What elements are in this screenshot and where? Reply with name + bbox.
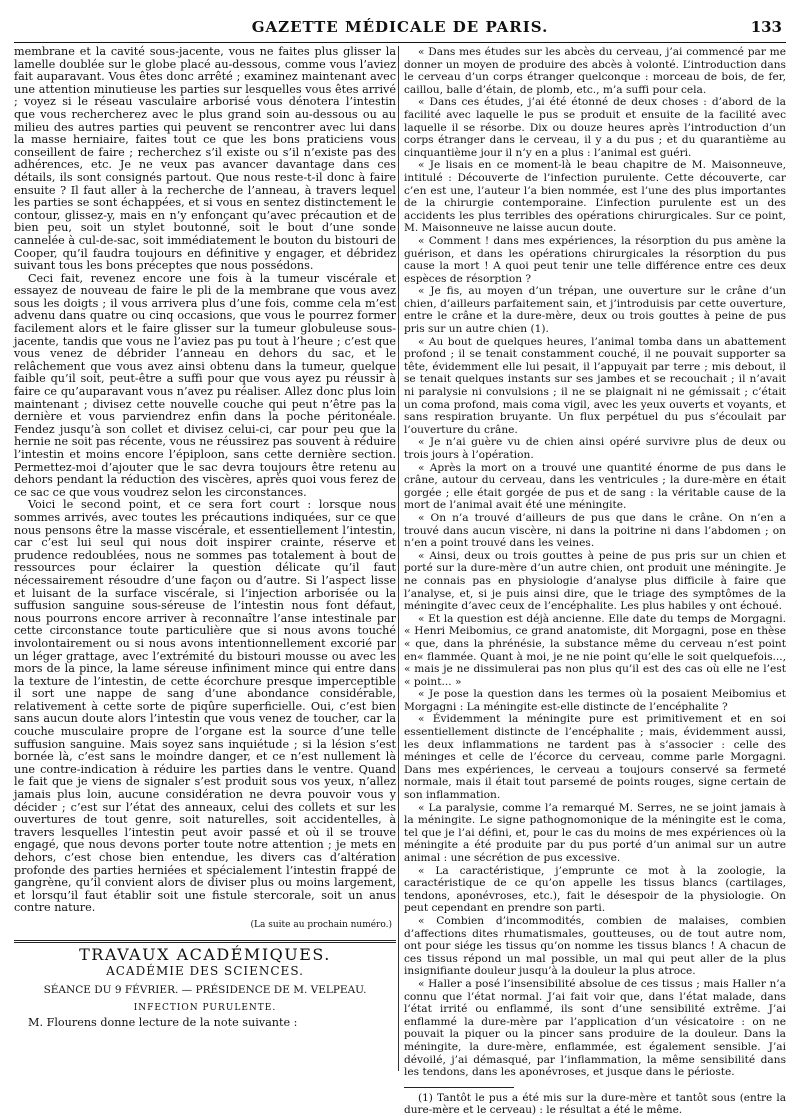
right-paragraph: « Après la mort on a trouvé une quantité énorme de pus dans le crâne, autour du cerveau, dans les ventricules ; la dure-mère en était gorgée ; elle était gorgée de pus et de sang : la véritable cause de la mort de l’animal avait été une méningite. xyxy=(404,461,786,512)
right-paragraph: « La paralysie, comme l’a remarqué M. Serres, ne se joint jamais à la méningite. Le signe pathognomonique de la méningite est le coma, tel que je l’ai défini, et, pour le cas du moins de mes expériences où la méningite a été produite par du pus porté d’un animal sur un autre animal : une sécrétion de pus excessive. xyxy=(404,801,786,864)
left-column xyxy=(14,46,396,1073)
right-paragraph: « Évidemment la méningite pure est primitivement et en soi essentiellement distincte de l’encéphalite ; mais, évidemment aussi, les deux inflammations ne tardent pas à s’associer : celle des méninges et celle de l’écorce du cerveau, comme parle Morgagni. Dans mes expériences, le cerveau a toujours conservé sa fermeté normale, mais il était tout parsemé de points rouges, signe certain de son inflammation. xyxy=(404,713,786,802)
academy-intro: M. Flourens donne lecture de la note suivante : xyxy=(28,1015,298,1029)
continuation-note: (La suite au prochain numéro.) xyxy=(250,919,392,930)
right-paragraph: « La caractéristique, j’emprunte ce mot à la zoologie, la caractéristique de ce qu’on appelle les tissus blancs (cartilages, tendons, aponévroses, etc.), fait le désespoir de la physiologie. On peut cependant en prendre son parti. xyxy=(404,864,786,915)
left-paragraph: Voici le second point, et ce sera fort court : lorsque nous sommes arrivés, avec toutes les précautions indiquées, sur ce que nous pensons être la masse viscérale, et essentiellement l’intestin, car c’est lui seul qui nous doit inspirer crainte, réserve et prudence redoublées, nous ne sommes pas totalement à bout de ressources pour éclairer la question délicate qu’il faut nécessairement résoudre d’une façon ou d’autre. Si l’aspect lisse et luisant de la surface viscérale, si l’injection arborisée ou la suffusion sanguine sous-séreuse de l’intestin nous font défaut, nous pourrons encore arriver à reconnaître l’anse intestinale par cette circonstance toute particulière que si nous avons touché involontairement ou si nous avons intentionnellement excorié par un léger grattage, avec l’extrémité du bistouri mousse ou avec les mors de la pince, la lame séreuse infiniment mince qui entre dans la texture de l’intestin, de cette écorchure presque imperceptible il sort une nappe de sang d’une abondance considérable, relativement à cette sorte de piqûre superficielle. Oui, c’est bien sans aucun doute alors l’intestin que vous venez de toucher, car la couche musculaire propre de l’organe est la source d’une telle suffusion sanguine. Mais soyez sans inquiétude ; si la lésion s’est bornée là, c’est sans le moindre danger, et ce n’est nullement là une contre-indication à réduire les parties dans le ventre. Quand le fait que je viens de signaler s’est produit sous vos yeux, n’allez jamais plus loin, aucune considération ne devra pouvoir vous y décider ; c’est sur l’état des anneaux, celui des collets et sur les ouvertures de tout genre, soit naturelles, soit accidentelles, à travers lesquelles l’intestin peut avoir passé et où il se trouve engagé, que nous devons porter toute notre attention ; je mets en dehors, c’est chose bien entendue, les divers cas d’altération profonde des parties herniées et spécialement l’intestin frappé de gangrène, qu’il convient alors de diviser plus ou moins largement, et lorsqu’il faut établir soit une fistule stercorale, soit un anus contre nature. xyxy=(14,498,396,915)
right-paragraph: « Je fis, au moyen d’un trépan, une ouverture sur le crâne d’un chien, d’ailleurs parfaitement sain, et j’introduisis par cette ouverture, entre le crâne et la dure-mère, deux ou trois gouttes à peine de pus pris sur un autre chien (1). xyxy=(404,285,786,336)
right-paragraph: « Je lisais en ce moment-là le beau chapitre de M. Maisonneuve, intitulé : Découverte de l’infection purulente. Cette découverte, car c’en est une, l’auteur l’a bien nommée, est l’une des plus importantes de la chirurgie contemporaine. L’infection purulente est un des accidents les plus terribles des opérations chirurgicales. Sur ce point, M. Maisonneuve ne laisse aucun doute. xyxy=(404,159,786,235)
right-paragraph: « Je pose la question dans les termes où la posaient Meibomius et Morgagni : La méningite est-elle distincte de l’encéphalite ? xyxy=(404,688,786,713)
right-paragraph: « Et la question est déjà ancienne. Elle date du temps de Morgagni. « Henri Meibomius, ce grand anatomiste, dit Morgagni, pose en thèse « que, dans la phrénésie, la substance même du cerveau n’est point en« flammée. Quant à moi, je ne nie point qu’elle le soit quelquefois..., « mais je ne dissimulerai pas non plus qu’il est des cas où elle ne l’est « point... » xyxy=(404,612,786,688)
column-divider xyxy=(398,46,399,1071)
right-paragraph: « Je n’ai guère vu de chien ainsi opéré survivre plus de deux ou trois jours à l’opération. xyxy=(404,436,786,461)
right-paragraph: « Combien d’incommodités, combien de malaises, combien d’affections dites rhumatismales, goutteuses, ou de tout autre nom, ont pour siége les tissus qu’on nomme les tissus blancs ! A chacun de ces tissus répond un mal possible, un mal qui peut aller de la plus insignifiante douleur jusqu’à la douleur la plus atroce. xyxy=(404,914,786,978)
left-paragraph: membrane et la cavité sous-jacente, vous ne faites plus glisser la lamelle doublée sur le globe placé au-dessous, comme vous l’aviez fait auparavant. Vous êtes donc arrêté ; examinez maintenant avec une attention minutieuse les parties sur lesquelles vous êtes arrivé ; voyez si le réseau vasculaire arborisé vous dénotera l’intestin que vous rechercherez avec le plus grand soin au-dessous ou au milieu des autres parties qui peuvent se rencontrer avec lui dans la masse herniaire, faites tout ce que les bons praticiens vous conseillent de faire ; recherchez s’il existe ou s’il n’existe pas des adhérences, etc. Je ne veux pas avancer davantage dans ces détails, ils sont consignés partout. Que nous reste-t-il donc à faire ensuite ? Il faut aller à la recherche de l’anneau, à travers lequel les parties se sont échappées, et si vous en sentez distinctement le contour, glissez-y, mais en n’y enfonçant qu’avec précaution et de bien peu, soit un stylet boutonné, soit le bout d’une sonde cannelée à cul-de-sac, soit immédiatement le bouton du bistouri de Cooper, qu’il faudra toujours en définitive y engager, et débridez suivant tous les bons préceptes que nous possédons. xyxy=(14,45,396,273)
page-number: 133 xyxy=(750,18,782,36)
section-separator xyxy=(14,940,396,943)
right-paragraph: « Au bout de quelques heures, l’animal tomba dans un abattement profond ; il se tenait constamment couché, il ne pouvait supporter sa tête, évidemment elle lui pesait, il l’appuyait par terre ; mis debout, il se tenait quelques instants sur ses jambes et se recouchait ; il n’avait ni paralysie ni convulsions ; il ne se plaignait ni ne gémissait ; c’était un coma profond, mais coma vigil, avec les yeux ouverts et voyants, et sans respiration bruyante. Un flux perpétuel du pus s’écoulait par l’ouverture du crâne. xyxy=(404,335,786,436)
session-line: SÉANCE DU 9 FÉVRIER. — PRÉSIDENCE DE M. VELPEAU. xyxy=(43,983,367,996)
right-paragraph: « Dans mes études sur les abcès du cerveau, j’ai commencé par me donner un moyen de produire des abcès à volonté. L’introduction dans le cerveau d’un corps étranger quelconque : morceau de bois, de fer, caillou, balle d’étain, de plomb, etc., m’a suffi pour cela. xyxy=(404,46,786,96)
page-header xyxy=(14,14,786,43)
right-paragraph: « Haller a posé l’insensibilité absolue de ces tissus ; mais Haller n’a connu que l’état normal. J’ai fait voir que, dans l’état malade, dans l’état irrité ou enflammé, ils sont d’une sensibilité extrême. J’ai enflammé la dure-mère par l’application d’un vésicatoire : on ne pouvait la piquer ou la pincer sans produire de la douleur. Dans la méningite, la dure-mère, enflammée, est également sensible. J’ai dévoilé, j’ai démasqué, par l’inflammation, la même sensibilité dans les tendons, dans les aponévroses, et jusque dans le périoste. xyxy=(404,977,786,1079)
right-paragraph: « Comment ! dans mes expériences, la résorption du pus amène la guérison, et dans les opérations chirurgicales la résorption du pus cause la mort ! A quoi peut tenir une telle différence entre ces deux espèces de résorption ? xyxy=(404,234,786,285)
section-subtitle: ACADÉMIE DES SCIENCES. xyxy=(106,964,304,979)
footnote-rule xyxy=(404,1087,514,1088)
left-paragraph: Ceci fait, revenez encore une fois à la tumeur viscérale et essayez de nouveau de faire le pli de la membrane que vous avez sous les doigts ; il vous arrivera plus d’une fois, comme cela m’est advenu dans quatre ou cinq occasions, que vous le pourrez former facilement alors et le faire glisser sur la tumeur globuleuse sous-jacente, tandis que vous ne l’aviez pas pu tout à l’heure ; c’est que vous venez de débrider l’anneau en dehors du sac, et le relâchement que vous avez ainsi obtenu dans la tumeur, quelque faible qu’il soit, peut-être a suffi pour que vous ayez pu réussir à faire ce qu’auparavant vous n’avez pu réaliser. Allez donc plus loin maintenant ; divisez cette nouvelle couche qui peut n’être pas la dernière et vous parviendrez enfin dans la poche péritonéale. Fendez jusqu’à son collet et divisez celui-ci, car pour peu que la hernie ne soit pas récente, vous ne réussirez pas souvent à réduire l’intestin et moins encore l’épiploon, sans cette dernière section. Permettez-moi d’ajouter que le sac devra toujours être retenu au dehors pendant la réduction des viscères, après quoi vous ferez de ce sac ce que vous voudrez selon les circonstances. xyxy=(14,271,396,499)
right-paragraph: « Dans ces études, j’ai été étonné de deux choses : d’abord de la facilité avec laquelle le pus se produit et ensuite de la facilité avec laquelle il se résorbe. Dix ou douze heures après l’introduction d’un corps étranger dans le cerveau, il y a du pus ; et du quarantième au cinquantième jour il n’y en a plus : l’animal est guéri. xyxy=(404,96,786,159)
right-paragraph: « On n’a trouvé d’ailleurs de pus que dans le crâne. On n’en a trouvé dans aucun viscère, ni dans la poitrine ni dans l’abdomen ; on n’en a point trouvé dans les veines. xyxy=(404,511,786,550)
right-column xyxy=(404,46,786,1116)
footnote: (1) Tantôt le pus a été mis sur la dure-mère et tantôt sous (entre la dure-mère et le cerveau) : le résultat a été le même. xyxy=(404,1091,786,1116)
section-title: TRAVAUX ACADÉMIQUES. xyxy=(79,944,331,964)
right-paragraph: « Ainsi, deux ou trois gouttes à peine de pus pris sur un chien et porté sur la dure-mère d’un autre chien, ont produit une méningite. Je ne connais pas en physiologie d’analyse plus difficile à faire que l’analyse, et, si je puis ainsi dire, que le triage des symptômes de la méningite d’avec ceux de l’encéphalite. Les plus habiles y ont échoué. xyxy=(404,549,786,613)
journal-title: GAZETTE MÉDICALE DE PARIS. xyxy=(251,18,549,36)
topic-heading: INFECTION PURULENTE. xyxy=(133,1003,277,1014)
